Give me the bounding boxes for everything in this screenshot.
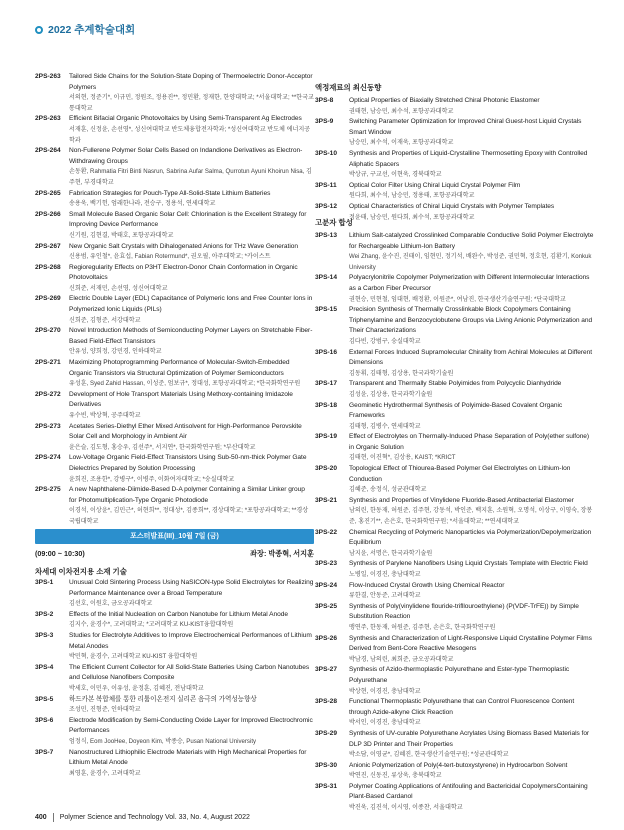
abstract-entry (315, 697, 594, 729)
entry-id: 3PS-10 (315, 149, 337, 157)
entry-title: Chemical Recycling of Polymeric Nanoparticles via Polymerization/Depolymerization Equilibrium (349, 528, 592, 547)
entry-id: 2PS-275 (35, 486, 61, 494)
entry-title: Studies for Electrolyte Additives to Improve Electrochemical Performances of Lithium Metal Anodes (69, 631, 312, 650)
entry-title: Synthesis and Characterization of Light-Responsive Liquid Crystalline Polymer Films Derived from Bent-Core Reactive Mesogens (349, 634, 592, 653)
entry-title: Maximizing Photoprogramming Performance of Molecular-Switch-Embedded Organic Transistors via Structural Optimization of Polymer Semiconductors (69, 359, 290, 377)
abstract-entry (315, 432, 594, 464)
entry-id: 3PS-4 (35, 663, 54, 671)
entry-id: 3PS-13 (315, 232, 337, 239)
entry-id: 3PS-25 (315, 602, 337, 610)
entry-id: 3PS-9 (315, 118, 334, 126)
entry-title: Transparent and Thermally Stable Polyimides from Polycyclic Dianhydride (349, 380, 562, 388)
entry-body (349, 528, 594, 560)
abstract-entry (35, 716, 314, 748)
entry-title: Optical Properties of Biaxially Stretched Chiral Photonic Elastomer (349, 97, 540, 104)
entry-authors: 신희준, 김형준, 서강대학교 (69, 316, 141, 324)
right-column-top (315, 96, 594, 223)
entry-authors: 신용범, 유인철*, 윤효섭, Fabian Rotermund*, 권오필, 아주대학교; *카이스트 (69, 253, 271, 261)
entry-id: 2PS-269 (35, 295, 61, 303)
entry-authors: 손동환, Rahmatia Fitri Binti Nasrun, Sabrina Aufar Salma, Qurrotun Ayuni Khoirun Nisa, 김주현, 부경대학교 (69, 168, 312, 186)
entry-title: Effects of the Initial Nucleation on Carbon Nanotube for Lithium Metal Anode (69, 610, 288, 618)
abstract-entry (35, 294, 314, 326)
entry-title: Synthesis of Poly(vinylidene flouride-trifllouroethylene) (P(VDF-TrFE)) by Simple Substitution Reaction (349, 602, 579, 621)
entry-id: 3PS-24 (315, 581, 337, 589)
entry-authors: 박소담, 이영균*, 김혜진, 한국생산기술연구원; *성균관대학교 (349, 751, 509, 759)
entry-authors: 김동휘, 김태형, 김상용, 한국과학기술원 (349, 369, 454, 377)
entry-title: Unusual Cold Sintering Process Using NaSICON-type Solid Electrolytes for Realizing Performance Maintenance over a Broad Temperature (69, 579, 314, 597)
entry-body (349, 348, 594, 380)
entry-id: 3PS-23 (315, 560, 337, 568)
entry-title: Low-Voltage Organic Field-Effect Transistors Using Sub-50-nm-thick Polymer Gate Dielectrics Prepared by Solution Processing (69, 454, 307, 472)
session-time: (09:00 ~ 10:30) (35, 549, 85, 558)
entry-title: Synthesis and Properties of Liquid-Crystalline Thermosetting Epoxy with Controlled Aliphatic Spacers (349, 149, 588, 168)
abstract-entry (315, 117, 594, 149)
entry-id: 3PS-3 (35, 631, 54, 639)
session-block (35, 529, 314, 577)
entry-title: Synthesis of UV-curable Polyurethane Acrylates Using Biomass Based Materials for DLP 3D Printer and Their Properties (349, 729, 590, 748)
entry-id: 3PS-21 (315, 496, 337, 504)
entry-authors: 권현승, 민현철, 임대현, 배정환, 이원준*, 여남진, 한국생산기술연구원; *단국대학교 (349, 295, 566, 303)
entry-id: 3PS-6 (35, 716, 54, 724)
abstract-entry (35, 453, 314, 485)
entry-id: 3PS-17 (315, 380, 337, 388)
abstract-entry (315, 149, 594, 181)
entry-authors: 박남경, 남의린, 최희준, 금오공과대학교 (349, 655, 454, 663)
entry-title: Non-Fullerene Polymer Solar Cells Based on Indandione Derivatives as Electron-Withdrawing Groups (69, 147, 303, 165)
entry-authors: 남지윤, 서명은, 한국과학기술원 (349, 549, 433, 557)
entry-authors: 남승민, 최수석, 이재욱, 포항공과대학교 (349, 139, 454, 147)
abstract-entry (35, 242, 314, 263)
abstract-entry (35, 210, 314, 242)
entry-body (349, 379, 594, 400)
right-column-bottom (315, 231, 594, 814)
entry-body (349, 496, 594, 528)
abstract-entry (315, 96, 594, 117)
session-bar: 포스터발표(III)_10월 7일 (금) (35, 529, 314, 544)
entry-title: Synthesis of Azido-thermoplastic Polyurethane and Ester-type Thermoplastic Polyurethane (349, 666, 570, 684)
entry-id: 3PS-16 (315, 348, 337, 356)
abstract-entry (35, 326, 314, 358)
entry-id: 3PS-5 (35, 695, 54, 703)
entry-authors: 박진욱, 김진석, 이시영, 이종찬, 서울대학교 (349, 804, 463, 812)
entry-id: 3PS-18 (315, 401, 337, 409)
entry-authors: Wei Zhang, 윤수진, 진태이, 임현민, 정기석, 배완수, 박성준, 권민혁, 정호현, 김환기, Konkuk University (349, 253, 592, 271)
entry-id: 3PS-30 (315, 761, 337, 769)
entry-id: 3PS-14 (315, 274, 337, 282)
session-time-row (35, 549, 314, 559)
entry-id: 3PS-11 (315, 181, 337, 189)
abstract-entry (315, 231, 594, 273)
entry-body (69, 72, 314, 114)
abstract-entry (35, 631, 314, 663)
entry-id: 2PS-264 (35, 147, 61, 155)
abstract-entry (315, 581, 594, 602)
entry-title: Development of Hole Transport Materials Using Methoxy-containing Imidazole Derivatives (69, 390, 293, 409)
entry-body (69, 146, 314, 188)
section-heading-lc-wrap (315, 82, 594, 93)
page-footer (35, 813, 250, 822)
abstract-entry (35, 610, 314, 631)
entry-body (69, 631, 314, 663)
entry-id: 2PS-268 (35, 263, 61, 271)
entry-authors: 이경석, 이상윤*, 김민근*, 허현희**, 정대성*, 김종희**, 경상대학교; *포항공과대학교; **경상국립대학교 (69, 507, 309, 525)
entry-authors: 정윤태, 남승민, 원다희, 최수석, 포항공과대학교 (349, 213, 475, 221)
bullet-circle-icon (35, 26, 43, 34)
entry-authors: 김혜준, 송정식, 성균관대학교 (349, 486, 427, 494)
entry-id: 3PS-8 (315, 97, 334, 104)
abstract-entry (315, 273, 594, 305)
entry-body (349, 149, 594, 181)
abstract-entry (315, 528, 594, 560)
section-heading-synthesis: 고분자 합성 (315, 218, 353, 227)
entry-body (69, 358, 314, 390)
entry-title: Topological Effect of Thiourea-Based Polymer Gel Electrolytes on Lithium-Ion Conduction (349, 465, 571, 483)
entry-authors: 조성민, 진형준, 인하대학교 (69, 706, 141, 714)
entry-authors: 박상규, 구교선, 이현욱, 경북대학교 (349, 171, 442, 179)
entry-authors: 유수빈, 박상혁, 공주대학교 (69, 412, 141, 419)
entry-title: The Efficient Current Collector for All Solid-State Batteries Using Carbon Nanotubes and Cellulose Nanofibers Composite (69, 663, 310, 682)
abstract-entry (315, 401, 594, 433)
journal-citation: Polymer Science and Technology Vol. 33, No. 4, August 2022 (59, 814, 250, 821)
entry-authors: 서재훈, 신정윤, 손선영*, 성신여대학교 반도체융합전자학과; *성신여대학교 반도체 에너지공학과 (69, 125, 311, 144)
session-chairs: 좌장: 박종혁, 서지훈 (250, 549, 314, 558)
entry-authors: 맹연주, 한동재, 허원준, 김주현, 손은호, 한국화학연구원 (349, 623, 496, 631)
entry-title: New Organic Salt Crystals with Dihalogenated Anions for THz Wave Generation (69, 242, 298, 250)
entry-body (349, 117, 594, 149)
entry-authors: 박연진, 신동진, 류상욱, 충북대학교 (349, 772, 442, 780)
entry-body (69, 210, 314, 242)
entry-id: 3PS-27 (315, 666, 337, 674)
abstract-entry (315, 348, 594, 380)
entry-body (349, 273, 594, 305)
entry-authors: 남의린, 한동재, 허원준, 김주현, 강동석, 박인준, 백지훈, 소원혁, 오명석, 이상구, 이영숙, 장봉준, 홍진기**, 손은호, 한국화학연구원; *서울대학교; **연세대학교 (349, 507, 593, 526)
footer-divider (53, 813, 54, 822)
abstract-entry (35, 263, 314, 295)
page-number: 400 (35, 814, 47, 821)
abstract-entry (35, 114, 314, 146)
entry-authors: 김지수, 윤경수*, 고려대학교; *고려대학교 KU-KIST융합대학원 (69, 621, 234, 629)
page-header (35, 22, 135, 37)
entry-title: Anionic Polymerization of Poly(4-tert-butoxystyrene) in Hydrocarbon Solvent (349, 761, 568, 769)
entry-body (349, 96, 594, 117)
left-column-top (35, 72, 314, 528)
abstract-entry (315, 634, 594, 666)
entry-body (349, 634, 594, 666)
abstract-entry (35, 422, 314, 454)
entry-body (349, 231, 594, 273)
entry-id: 3PS-19 (315, 433, 337, 441)
entry-body (69, 326, 314, 358)
entry-title: Synthesis and Properties of Vinylidene Fluoride-Based Antibacterial Elastomer (349, 496, 574, 504)
section-heading-battery: 차세대 이차전지용 소재 기술 (35, 567, 127, 576)
abstract-entry (315, 181, 594, 202)
entry-title: Switching Parameter Optimization for Improved Chiral Guest-host Liquid Crystals Smart Window (349, 118, 582, 136)
entry-body (69, 610, 314, 631)
entry-authors: 유성훈, Syed Zahid Hassan, 이성준, 엄보규*, 정대성, 포항공과대학교; *한국화학연구원 (69, 380, 301, 388)
entry-id: 3PS-20 (315, 465, 337, 473)
entry-authors: 박서인, 이경진, 충남대학교 (349, 719, 421, 727)
entry-body (349, 464, 594, 496)
entry-title: Effect of Electrolytes on Thermally-Induced Phase Separation of Poly(ether sulfone) in Organic Solution (349, 433, 590, 451)
entry-body (349, 697, 594, 729)
abstract-entry (35, 748, 314, 780)
entry-id: 3PS-2 (35, 610, 54, 618)
entry-authors: 엄정식, Eom JooHee, Doyeon Kim, 박종승, Pusan National University (69, 737, 257, 745)
entry-authors: 박세호, 이민우, 이유성, 윤정훈, 김혜진, 전남대학교 (69, 684, 204, 692)
entry-id: 3PS-1 (35, 579, 54, 586)
entry-authors: 노병일, 이경진, 충남대학교 (349, 571, 421, 578)
entry-authors: 김선호, 이원호, 금오공과대학교 (69, 600, 153, 608)
entry-body (69, 663, 314, 695)
entry-body (69, 453, 314, 485)
entry-id: 2PS-263 (35, 73, 61, 80)
abstract-entry (315, 729, 594, 761)
entry-id: 3PS-12 (315, 202, 337, 210)
abstract-entry (35, 695, 314, 716)
left-column-bottom (35, 578, 314, 779)
entry-title: Geominetic Hydrothermal Synthesis of Polyimide-Based Covalent Organic Frameworks (349, 401, 563, 420)
entry-title: Precision Synthesis of Thermally Crosslinkable Block Copolymers Containing Triphenylamine and Benzocyclobutene Groups via Living Anionic Polymerization and Their Characterizations (349, 306, 593, 335)
entry-id: 3PS-28 (315, 698, 337, 706)
entry-title: Electrode Modification by Semi-Conducting Oxide Layer for Improved Electrochromic Performances (69, 716, 313, 735)
entry-body (349, 665, 594, 697)
entry-body (349, 401, 594, 433)
abstract-entry (315, 379, 594, 400)
entry-title: Functional Thermoplastic Polyurethane that can Control Fluorescence Content through Azide-alkyne Click Reaction (349, 698, 575, 716)
abstract-entry (35, 663, 314, 695)
entry-id: 2PS-265 (35, 189, 61, 197)
entry-id: 2PS-270 (35, 327, 61, 335)
entry-authors: 박상현, 이경진, 충남대학교 (349, 687, 421, 695)
entry-id: 3PS-22 (315, 528, 337, 536)
entry-id: 2PS-272 (35, 390, 61, 398)
entry-body (69, 263, 314, 295)
entry-title: Polymer Coating Applications of Antifouling and Bactericidal CopolymersContaining Plant-Based Cardanol (349, 782, 588, 801)
section-heading-synthesis-wrap (315, 217, 594, 228)
entry-title: Novel Introduction Methods of Semiconducting Polymer Layers on Stretchable Fiber-Based Field-Effect Transistors (69, 327, 313, 345)
entry-id: 3PS-15 (315, 306, 337, 314)
entry-id: 2PS-266 (35, 210, 61, 218)
entry-body (69, 578, 314, 610)
entry-body (69, 695, 314, 716)
abstract-entry (315, 665, 594, 697)
entry-body (349, 761, 594, 782)
entry-title: Synthesis of Parylene Nanofibers Using Liquid Crystals Template with Electric Field (349, 560, 588, 568)
entry-body (69, 485, 314, 527)
entry-title: External Forces Induced Supramolecular Chirality from Achiral Molecules at Different Dimensions (349, 348, 593, 367)
entry-title: Polyacrylonitrile Copolymer Polymerization with Different Intermolecular Interactions as a Carbon Fiber Precursor (349, 274, 590, 292)
entry-authors: 신기원, 김현결, 박태호, 포항공과대학교 (69, 231, 174, 239)
entry-authors: 신희준, 서재민, 손선영, 성신여대학교 (69, 284, 168, 292)
entry-id: 2PS-267 (35, 242, 61, 250)
entry-id: 2PS-273 (35, 422, 61, 430)
entry-authors: 원다희, 최수석, 남승민, 정용태, 포항공과대학교 (349, 192, 475, 200)
entry-authors: 최영훈, 윤경수, 고려대학교 (69, 769, 141, 777)
entry-authors: 김태형, 김병수, 연세대학교 (349, 422, 421, 430)
entry-title: Tailored Side Chains for the Solution-State Doping of Thermoelectric Donor-Acceptor Polymers (69, 73, 313, 91)
entry-title: Electric Double Layer (EDL) Capacitance of Polymeric Ions and Free Counter Ions in Polymerized Ionic Liquids (PILs) (69, 295, 313, 314)
entry-title: Efficient Bifacial Organic Photovoltaics by Using Semi-Transparent Ag Electrodes (69, 115, 302, 123)
entry-id: 2PS-263 (35, 115, 61, 123)
entry-authors: 김성윤, 김상용, 한국과학기술원 (349, 390, 433, 398)
section-heading-lc: 액정재료의 최신동향 (315, 83, 382, 92)
entry-authors: 서의현, 정준기*, 이규민, 정원조, 정용진**, 정민환, 정재한, 한양대학교; *서울대학교; **한국교통대학교 (69, 94, 314, 112)
entry-body (69, 390, 314, 422)
abstract-entry (315, 602, 594, 634)
entry-authors: 송용욱, 백기헌, 엄래한나라, 전승구, 정용석, 연세대학교 (69, 200, 216, 208)
entry-authors: 안유성, 양희정, 강민경, 인하대학교 (69, 348, 162, 356)
abstract-entry (315, 761, 594, 782)
entry-id: 3PS-26 (315, 634, 337, 642)
abstract-entry (315, 305, 594, 347)
entry-body (69, 189, 314, 210)
abstract-entry (315, 496, 594, 528)
entry-body (349, 181, 594, 202)
entry-title: Flow-Induced Crystal Growth Using Chemical Reactor (349, 581, 505, 589)
abstract-entry (35, 578, 314, 610)
entry-body (69, 422, 314, 454)
entry-id: 3PS-7 (35, 748, 54, 756)
entry-title: Optical Characteristics of Chiral Liquid Crystals with Polymer Templates (349, 202, 555, 210)
entry-authors: 김태현, 이진혁*, 김상용, KAIST; *KRICT (349, 454, 456, 462)
entry-body (69, 716, 314, 748)
abstract-entry (315, 782, 594, 814)
abstract-entry (35, 485, 314, 527)
entry-body (69, 114, 314, 146)
entry-id: 2PS-274 (35, 454, 61, 462)
entry-body (349, 581, 594, 602)
entry-title: Optical Color Filter Using Chiral Liquid Crystal Polymer Film (349, 181, 521, 189)
entry-title: A new Naphthalene-Diimide-Based D-A polymer Containing a Similar Linker group for Photomultiplication-Type Organic Photodiode (69, 486, 305, 504)
entry-title: 하드카본 복합체를 통한 리튬이온전지 실리콘 음극의 가역성능향상 (69, 695, 257, 703)
entry-authors: 박민혁, 윤경수, 고려대학교 KU-KIST 융합대학원 (69, 653, 198, 661)
abstract-entry (35, 146, 314, 188)
entry-authors: 권태현, 남승민, 최수석, 포항공과대학교 (349, 107, 454, 115)
abstract-entry (35, 358, 314, 390)
entry-body (349, 602, 594, 634)
entry-body (349, 782, 594, 814)
entry-authors: 윤희진, 조용한*, 강병구*, 이병주, 이화여자대학교; *숭실대학교 (69, 475, 235, 483)
entry-id: 3PS-29 (315, 729, 337, 737)
entry-title: Regioregularity Effects on P3HT Electron-Donor Chain Conformation in Organic Photovoltaics (69, 263, 298, 282)
entry-body (69, 294, 314, 326)
entry-title: Nanostructured Lithiophilic Electrode Materials with High Mechanical Properties for Lithium Metal Anode (69, 748, 307, 767)
entry-title: Small Molecule Based Organic Solar Cell: Chlorination is the Excellent Strategy for Improving Device Performance (69, 210, 307, 229)
entry-body (349, 729, 594, 761)
entry-title: Acetates Series-Diethyl Ether Mixed Antisolvent for High-Performance Perovskite Solar Cell and Morphology in Ambient Air (69, 422, 302, 441)
entry-authors: 윤은슬, 김도형, 홍승우, 김선주*, 서지연*, 한국화학연구원; *부산대학교 (69, 443, 256, 451)
abstract-entry (315, 464, 594, 496)
entry-authors: 류한결, 안동준, 고려대학교 (349, 592, 421, 600)
entry-id: 3PS-31 (315, 782, 337, 790)
abstract-entry (35, 72, 314, 114)
entry-body (69, 242, 314, 263)
entry-body (349, 432, 594, 464)
entry-title: Lithium Salt-catalyzed Crosslinked Comparable Conductive Solid Polymer Electrolyte for Rechargeable Lithium-Ion Battery (349, 232, 594, 250)
page-title: 2022 추계학술대회 (48, 24, 136, 36)
entry-body (69, 748, 314, 780)
entry-body (349, 559, 594, 580)
entry-id: 2PS-271 (35, 359, 61, 367)
abstract-entry (35, 189, 314, 210)
abstract-entry (35, 390, 314, 422)
entry-body (349, 305, 594, 347)
abstract-entry (315, 559, 594, 580)
entry-title: Fabrication Strategies for Pouch-Type All-Solid-State Lithium Batteries (69, 189, 271, 197)
entry-authors: 김다빈, 강범구, 숭실대학교 (349, 337, 421, 345)
